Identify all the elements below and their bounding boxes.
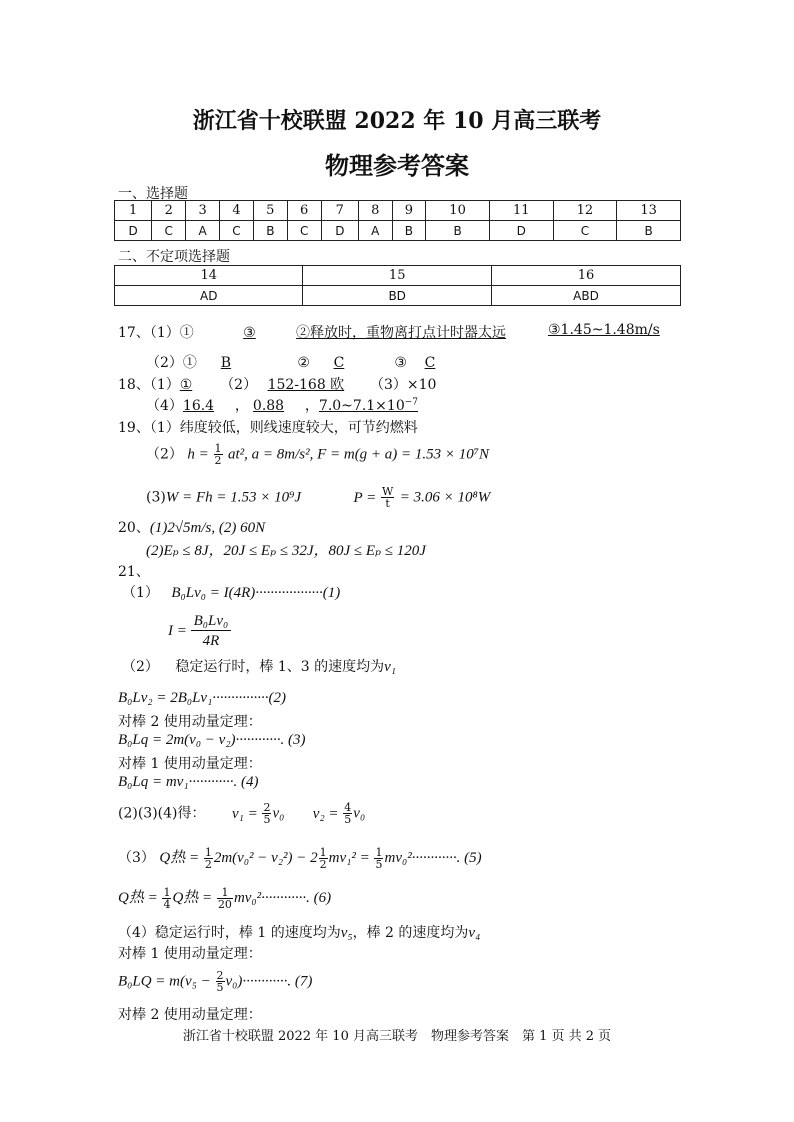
heat-result: mv₀²············. (5) <box>384 850 482 866</box>
q21-4-text-1: （4）稳定运行时，棒 1 的速度均为 <box>118 925 341 941</box>
q17-2-answer-1: B <box>220 355 232 371</box>
question-number-row <box>115 266 681 286</box>
question-number: 10 <box>426 201 490 221</box>
q21-line-12 <box>118 922 480 942</box>
combined-label: (2)(3)(4)得： <box>118 805 206 822</box>
q21-line-10 <box>118 846 482 870</box>
q21-eq-4 <box>118 774 259 791</box>
q19-2-label: （2） <box>146 446 183 463</box>
q17-line-2 <box>146 352 453 372</box>
eq-4-text: B₀Lq = mv₁············. (4) <box>118 774 259 790</box>
eq-7-start: B₀LQ = m(v₅ − <box>118 973 215 990</box>
q18-line-1 <box>118 374 436 394</box>
q18-4-answer-2: 0.88 <box>252 398 285 414</box>
q21-text-13: 对棒 1 使用动量定理： <box>118 946 262 962</box>
question-number: 12 <box>553 201 617 221</box>
v0-term: v₀ <box>272 805 285 822</box>
answer-cell: B <box>617 221 681 241</box>
q17-1-answer: ③ <box>243 325 256 341</box>
numerator: 2 <box>216 969 224 982</box>
exam-title: 浙江省十校联盟 2022 年 10 月高三联考 <box>192 108 602 134</box>
denominator: 5 <box>375 857 383 871</box>
q21-eq-1: B₀Lv₀ = I(4R)··················(1) <box>171 585 341 601</box>
v4-var: v₄ <box>468 925 481 941</box>
numerator: 1 <box>319 845 327 859</box>
numerator: 2 <box>263 801 271 814</box>
q21-text-5: 对棒 2 使用动量定理： <box>118 714 262 730</box>
q17-line-1 <box>118 322 256 342</box>
eq-3-text: B₀Lq = 2m(v₀ − v₂)············. (3) <box>118 732 306 748</box>
q21-2-label: （2） <box>122 659 159 675</box>
q17-2-label-2: ② <box>297 355 310 371</box>
question-number: 2 <box>152 201 186 221</box>
q20-line-1 <box>118 517 265 537</box>
question-number: 1 <box>115 201 152 221</box>
heat-label-2: Q热 = <box>172 890 216 906</box>
question-number: 13 <box>617 201 681 221</box>
answer-cell: B <box>253 221 287 241</box>
fraction <box>374 847 383 870</box>
numerator: 1 <box>163 885 171 899</box>
q21-text-7: 对棒 1 使用动量定理： <box>118 756 262 772</box>
answer-cell: C <box>553 221 617 241</box>
q19-3-work: W = Fh = 1.53 × 10⁹J <box>165 489 301 506</box>
fraction <box>191 612 232 650</box>
eq-7-end: v₀)············. (7) <box>225 973 313 990</box>
q20-answers: (1)2√5m/s, (2) 60N <box>149 520 266 536</box>
question-number: 3 <box>186 201 220 221</box>
q18-4-answer-3-base: 7.0~7.1×10 <box>318 398 405 414</box>
q18-2-label: （2） <box>220 377 258 393</box>
numerator: 1 <box>214 442 222 455</box>
denominator: 2 <box>204 857 212 871</box>
q19-2-formula-h: h = <box>187 446 213 463</box>
q19-3-power: P = <box>353 489 380 506</box>
q20-energy-range: (2)Eₚ ≤ 8J，20J ≤ Eₚ ≤ 32J，80J ≤ Eₚ ≤ 120J <box>146 543 426 559</box>
q21-3-label: （3） <box>118 850 155 866</box>
v0-term: v₀ <box>353 805 366 822</box>
q17-1-speed <box>548 322 660 338</box>
answer-cell: A <box>358 221 392 241</box>
v5-var: v₅ <box>340 925 353 941</box>
question-number: 7 <box>321 201 358 221</box>
q18-2-answer: 152-168 欧 <box>267 377 345 393</box>
q21-line-9 <box>118 802 365 825</box>
question-number: 14 <box>115 266 303 286</box>
q17-1-speed-value: ③1.45~1.48m/s <box>548 322 660 338</box>
q19-line-2 <box>146 443 489 466</box>
q18-4-answer-1: 16.4 <box>182 398 215 414</box>
choice-answer-table <box>114 200 681 241</box>
multi-choice-answer-table <box>114 265 681 306</box>
q18-3-answer: （3）×10 <box>370 377 437 393</box>
q18-1-answer: ① <box>179 377 193 393</box>
answer-row <box>115 286 681 306</box>
denominator: 4 <box>163 897 171 911</box>
question-number: 11 <box>489 201 553 221</box>
q21-line-3 <box>122 656 396 676</box>
q18-4-label: （4） <box>146 398 183 414</box>
denominator: 5 <box>216 981 224 994</box>
fraction <box>214 443 223 466</box>
answer-cell: C <box>219 221 253 241</box>
q17-label: 17、（1）① <box>118 325 194 341</box>
q21-1-label: （1） <box>122 585 159 601</box>
denominator: 5 <box>263 813 271 826</box>
question-number-row <box>115 201 681 221</box>
q21-2-text: 稳定运行时，棒 1、3 的速度均为 <box>175 659 385 675</box>
q18-4-answer-3 <box>319 398 418 414</box>
question-number: 6 <box>287 201 321 221</box>
fraction <box>216 970 225 993</box>
numerator: 4 <box>344 801 352 814</box>
numerator: 1 <box>375 845 383 859</box>
fraction <box>204 847 213 870</box>
fraction <box>381 486 394 509</box>
q19-3-power-value: = 3.06 × 10⁸W <box>399 489 491 506</box>
fraction <box>319 847 328 870</box>
current-formula-label: I = <box>168 623 191 639</box>
numerator: B₀Lv₀ <box>191 612 232 631</box>
q18-label: 18、（1） <box>118 377 180 393</box>
numerator: W <box>381 485 394 498</box>
section-2-heading: 二、不定项选择题 <box>118 249 230 265</box>
heat-label: Q热 = <box>159 850 203 866</box>
answer-cell: C <box>287 221 321 241</box>
q20-label: 20、 <box>118 520 150 536</box>
answer-cell: AD <box>115 286 303 306</box>
q19-3-label: (3) <box>146 489 166 506</box>
q21-eq-3 <box>118 732 306 749</box>
answer-cell: B <box>392 221 426 241</box>
q18-4-answer-3-exp: −7 <box>404 397 419 408</box>
question-number: 8 <box>358 201 392 221</box>
denominator: 2 <box>214 454 222 467</box>
q21-eq-2 <box>118 690 286 707</box>
question-number: 9 <box>392 201 426 221</box>
answer-cell: A <box>186 221 220 241</box>
q20-line-2 <box>146 539 426 560</box>
answer-cell: D <box>115 221 152 241</box>
q21-2-var: v₁ <box>384 659 396 675</box>
q21-text-15: 对棒 2 使用动量定理： <box>118 1007 262 1023</box>
question-number: 5 <box>253 201 287 221</box>
eq-2-text: B₀Lv₂ = 2B₀Lv₁···············(2) <box>118 690 287 706</box>
q19-line-3 <box>146 486 490 509</box>
denominator: 5 <box>344 813 352 826</box>
q21-line-1 <box>122 582 340 602</box>
q17-2-label: （2）① <box>146 355 197 371</box>
answer-cell: BD <box>303 286 491 306</box>
question-number: 15 <box>303 266 491 286</box>
numerator: 1 <box>217 887 233 899</box>
numerator: 1 <box>204 845 212 859</box>
fraction <box>162 887 171 910</box>
q19-2-formula-rest: at², a = 8m/s², F = m(g + a) = 1.53 × 10⁷N <box>227 446 490 463</box>
fraction <box>262 802 271 825</box>
answer-cell: ABD <box>491 286 680 306</box>
question-number: 16 <box>491 266 680 286</box>
v1-label: v₁ = <box>231 805 262 822</box>
q18-line-2: （4）16.4 ， 0.88 ，$7.0\sim 7.1\times 10^{-7}$ <box>146 397 419 414</box>
answer-row <box>115 221 681 241</box>
q21-label: 21、 <box>118 564 150 580</box>
q17-2-answer-3: C <box>424 355 436 371</box>
q17-2-answer-2: C <box>333 355 345 371</box>
denominator: t <box>385 497 390 510</box>
v2-label: v₂ = <box>312 805 343 822</box>
q17-1-reason: ②释放时，重物离打点计时器太远 <box>296 325 506 341</box>
fraction <box>217 887 233 910</box>
page-footer: 浙江省十校联盟 2022 年 10 月高三联考 物理参考答案 第 1 页 共 2 页 <box>182 1029 612 1044</box>
answer-cell: B <box>426 221 490 241</box>
answer-cell: C <box>152 221 186 241</box>
denominator: 2 <box>319 857 327 871</box>
heat-result-2: mv₀²············. (6) <box>233 890 332 906</box>
heat-term-1: 2m(v₀² − v₂²) − 2 <box>213 850 318 866</box>
q21-4-text-2: ，棒 2 的速度均为 <box>352 925 469 941</box>
q17-2-label-3: ③ <box>394 355 407 371</box>
q21-line-14 <box>118 970 312 993</box>
q21-line-11 <box>118 886 331 910</box>
answer-key-title: 物理参考答案 <box>325 151 469 180</box>
heat-term-2: mv₁² = <box>328 850 374 866</box>
denominator: 4R <box>202 633 220 649</box>
section-1-heading: 一、选择题 <box>118 186 188 202</box>
q19-line-1: 19、（1）纬度较低，则线速度较大，可节约燃料 <box>118 420 418 436</box>
denominator: 20 <box>217 897 232 911</box>
answer-cell: D <box>489 221 553 241</box>
q21-line-2 <box>168 612 231 650</box>
question-number: 4 <box>219 201 253 221</box>
heat-label: Q热 = <box>118 890 162 906</box>
answer-cell: D <box>321 221 358 241</box>
fraction <box>343 802 352 825</box>
